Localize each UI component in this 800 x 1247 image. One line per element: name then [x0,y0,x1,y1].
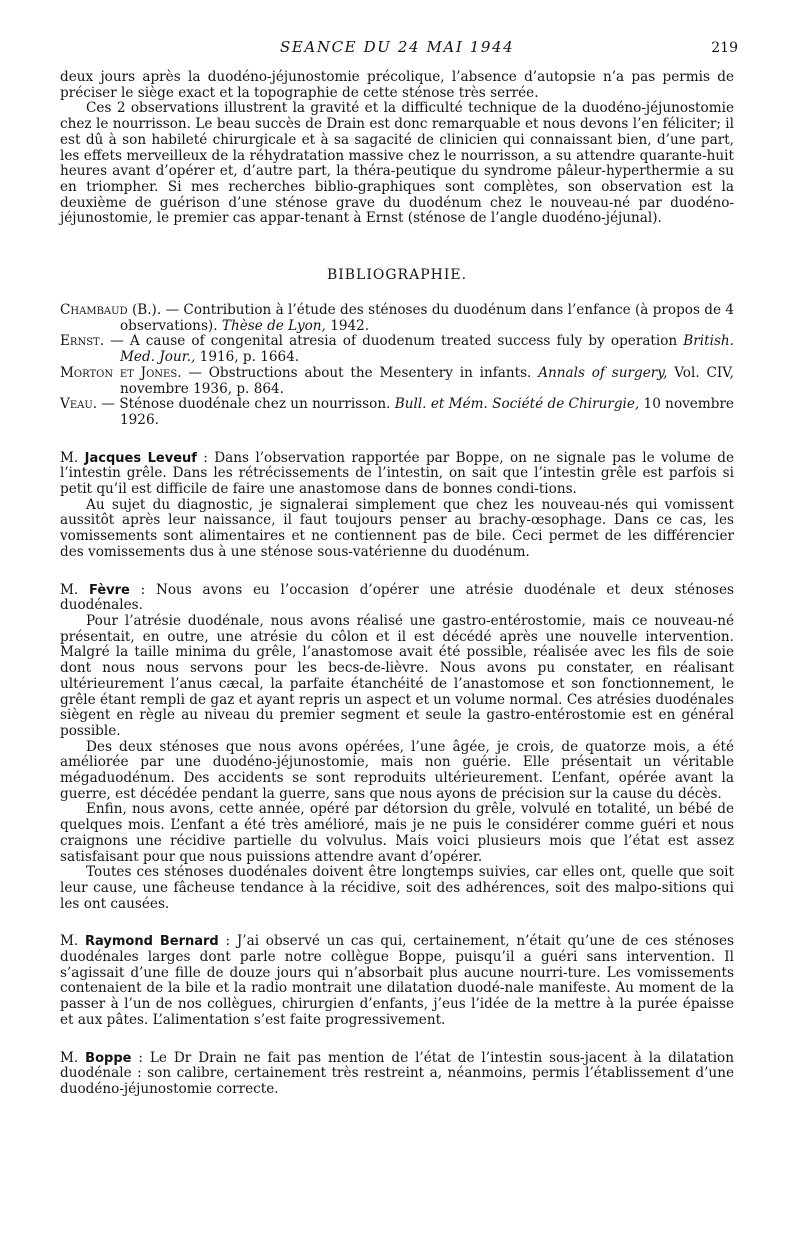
boppe-paragraph-1 [60,1051,734,1098]
speaker-name: Boppe [85,1050,132,1066]
fevre-paragraph-4: Enfin, nous avons, cette année, opéré par détorsion du grêle, volvulé en totalité, un bébé de quelques mois. L’enfant a été très amélioré, mais je ne puis le considérer comme guéri et nous craignons une récidive partielle du volvulus. Mais voici plusieurs mois que l’état est assez satisfaisant pour que nous puissions attendre avant d’opérer. [60,801,734,865]
bibliography-list [60,303,734,429]
bibliography-entry [60,397,734,428]
bib-author: Ernst. [60,333,105,350]
bib-title: — A cause of congenital atresia of duodenum treated success fuly by operation [104,333,684,350]
speaker-name: Raymond Bernard [85,934,219,950]
bib-title: — Sténose duodénale chez un nourrisson. [97,396,395,413]
intro-paragraph-1: deux jours après la duodéno-jéjunostomie précolique, l’absence d’autopsie n’a pas permis de préciser le siège exact et la topographie de cette sténose très serrée. [60,69,734,101]
bib-tail: 1942. [325,317,370,334]
fevre-intervention [60,583,734,913]
page-number: 219 [711,40,738,56]
bib-source: Annals of surgery, [538,364,668,381]
boppe-intervention [60,1051,734,1098]
bibliography-heading: BIBLIOGRAPHIE. [326,267,468,284]
speaker-name: Fèvre [89,582,130,598]
speaker-prefix: M. [60,1049,86,1066]
bib-author: Veau. [60,396,98,413]
leveuf-intervention [60,451,734,561]
bib-title: — Obstructions about the Mesentery in infants. [181,364,539,381]
fevre-paragraph-2: Pour l’atrésie duodénale, nous avons réalisé une gastro-entérostomie, mais ce nouveau-né présentait, en outre, une atrésie du côlon et il est décédé après une nouvelle intervention. Malgré la taille minima du grêle, l’anastomose avait été possible, réalisée avec les fils de soie dont nous nous servons pour les becs-de-lièvre. Nous avons pu constater, en réalisant ultérieurement l’anus cæcal, la parfaite étanchéité de l’anastomose et son fonctionnement, le grêle étant rempli de gaz et ayant repris un aspect et un volume normal. Ces atrésies duodénales siègent en règle au niveau du premier segment et seule la gastro-entérostomie est en général possible. [60,612,734,739]
bib-source: Bull. et Mém. Société de Chirurgie, [394,396,640,413]
running-header [60,38,738,56]
speech-text: : J’ai observé un cas qui, certainement, n’était qu’une de ces sténoses duodénales larges dont parle notre collègue Boppe, puisqu’il a guéri sans intervention. Il s’agissait d’une fille de douze jours qui n’absorbait plus aucune nourri-ture. Les vomissements contenaient de la bile et la radio montrait une dilatation duodé-nale manifeste. Au moment de la passer à l’un de nos collègues, chirurgien d’enfants, j’eus l’idée de la mettre à la purée épaisse et aux pâtes. L’alimentation s’est faite progressivement. [60,933,734,1028]
bernard-paragraph-1 [60,934,734,1028]
bernard-intervention [60,934,734,1028]
leveuf-paragraph-2: Au sujet du diagnostic, je signalerai simplement que chez les nouveau-nés qui vomissent aussitôt après leur naissance, il faut toujours penser au brachy-œsophage. Dans ce cas, les vomissements sont alimentaires et ne contiennent pas de bile. Ceci permet de les différencier des vomissements dus à une sténose sous-vatérienne du duodénum. [60,496,734,560]
speech-text: : Le Dr Drain ne fait pas mention de l’état de l’intestin sous-jacent à la dilatation duodénale : son calibre, certainement très restreint a, néanmoins, permis l’établissement d’une duodéno-jéjunostomie correcte. [60,1049,734,1097]
bib-tail: 1916, p. 1664. [195,349,300,366]
speaker-name: Jacques Leveuf [84,450,197,466]
bibliography-entry [60,334,734,365]
speaker-prefix: M. [60,933,85,950]
running-title: SEANCE DU 24 MAI 1944 [280,38,515,56]
speech-text: : Nous avons eu l’occasion d’opérer une atrésie duodénale et deux sténoses duodénales. [60,581,735,614]
bibliography-entry [60,366,734,397]
leveuf-paragraph-1 [60,451,734,498]
intro-section [60,70,734,227]
speech-text: : Dans l’observation rapportée par Boppe, on ne signale pas le volume de l’intestin grêle. Dans les rétrécissements de l’intestin, on sait que l’intestin grêle est parfois si petit qu’il est difficile de faire une anastomose dans de bonnes condi-tions. [60,449,734,498]
intro-paragraph-2: Ces 2 observations illustrent la gravité et la difficulté technique de la duodéno-jéjunostomie chez le nourrisson. Le beau succès de Drain est donc remarquable et nous devons l’en féliciter; il est dû à son habileté chirurgicale et à sa sagacité de clinicien qui connaissant bien, d’une part, les effets merveilleux de la réhydratation massive chez le nourrisson, a su attendre quarante-huit heures avant d’opérer et, d’autre part, la théra-peutique du syndrome pâleur-hyperthermie a su en triompher. Si mes recherches biblio-graphiques sont complètes, son observation est la deuxième de guérison d’une sténose grave du duodénum chez le nouveau-né par duodéno-jéjunostomie, le premier cas appar-tenant à Ernst (sténose de l’angle duodéno-jéjunal). [60,100,734,227]
speaker-prefix: M. [60,449,85,466]
fevre-paragraph-3: Des deux sténoses que nous avons opérées, l’une âgée, je crois, de quatorze mois, a été améliorée par une duodéno-jéjunostomie, mais non guérie. Elle présentait un véritable mégaduodénum. Des accidents se sont reproduits ultérieurement. L’enfant, opérée avant la guerre, est décédée pendant la guerre, sans que nous ayons de précision sur la cause du décès. [60,738,734,802]
bibliography-entry [60,303,734,334]
fevre-paragraph-5: Toutes ces sténoses duodénales doivent être longtemps suivies, car elles ont, quelle que soit leur cause, une fâcheuse tendance à la récidive, soit des adhérences, soit des malpo-sitions qui les ont causées. [60,864,734,912]
fevre-paragraph-1 [60,583,734,614]
bib-source: British. Med. Jour., [120,333,734,366]
bib-source: Thèse de Lyon, [221,317,326,334]
bib-tail: Vol. CIV, novembre 1936, p. 864. [120,364,734,397]
bib-title: (B.). — Contribution à l’étude des sténoses du duodénum dans l’enfance (à propos de 4 observations). [120,302,734,334]
bib-tail: 10 novembre 1926. [120,396,734,428]
bib-author: Chambaud [60,302,128,319]
bib-author: Morton et Jones. [60,364,182,381]
speaker-prefix: M. [60,581,89,598]
